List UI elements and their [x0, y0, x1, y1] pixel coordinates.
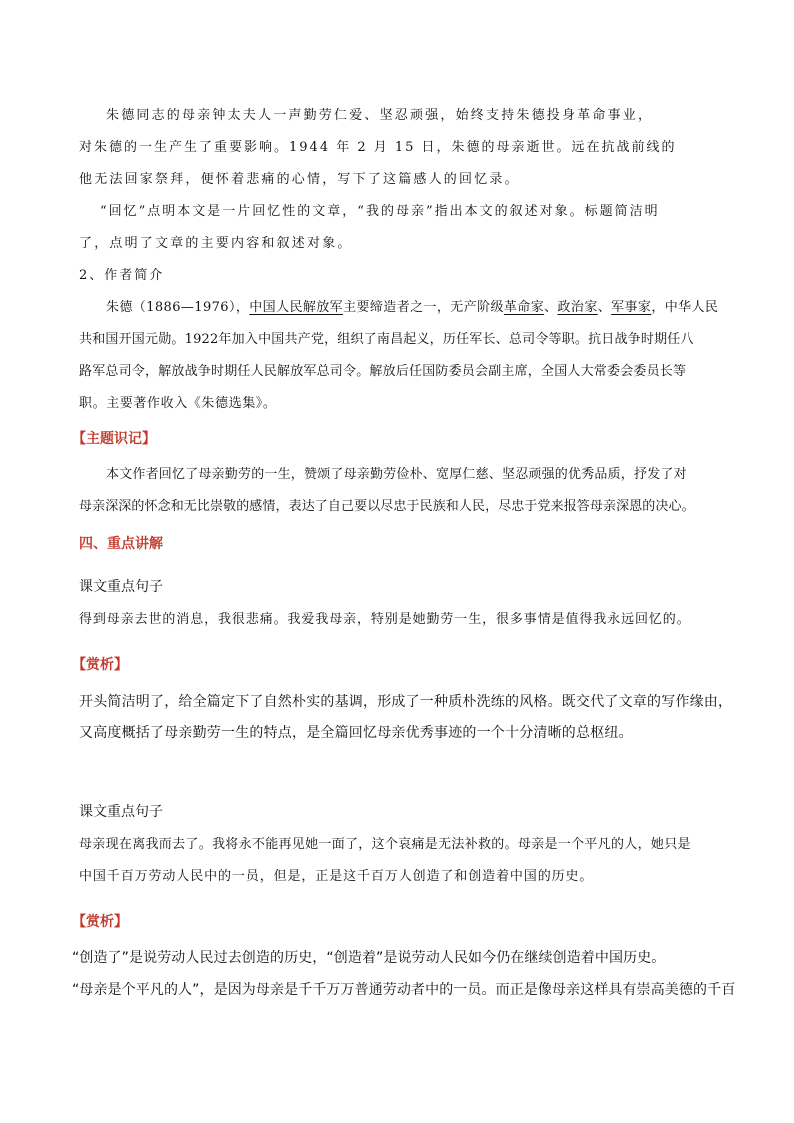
- key1-analysis-heading: 【赏析】: [72, 657, 128, 673]
- author-text-a: 朱德（1886—1976），: [106, 300, 250, 315]
- section-4-heading: 四、重点讲解: [79, 536, 163, 552]
- intro-line-2: 对朱德的一生产生了重要影响。1944 年 2 月 15 日，朱德的母亲逝世。远在抗战前线的: [79, 140, 677, 155]
- key2-sentence-2: 中国千百万劳动人民中的一员，但是，正是这千百万人创造了和创造着中国的历史。: [79, 869, 594, 884]
- theme-heading: 【主题识记】: [72, 431, 156, 447]
- key2-sentence-1: 母亲现在离我而去了。我将永不能再见她一面了，这个哀痛是无法补救的。母亲是一个平凡的人，她只是: [79, 837, 691, 852]
- key2-analysis-2: “母亲是个平凡的人”，是因为母亲是千千万万普通劳动者中的一员。而正是像母亲这样具有崇高美德的千百: [72, 982, 736, 998]
- author-heading: 2、作者简介: [79, 268, 165, 283]
- intro-line-4: “回忆”点明本文是一片回忆性的文章，“我的母亲”指出本文的叙述对象。标题简洁明: [100, 204, 660, 219]
- author-line-2: 共和国开国元勋。1922年加入中国共产党，组织了南昌起义，历任军长、总司令等职。抗日战争时期任八: [79, 332, 694, 347]
- link-pla[interactable]: 中国人民解放军: [249, 300, 344, 315]
- author-line-3: 路军总司令，解放战争时期任人民解放军总司令。解放后任国防委员会副主席，全国人大常委会委员长等: [79, 364, 687, 379]
- theme-line-1: 本文作者回忆了母亲勤劳的一生，赞颂了母亲勤劳俭朴、宽厚仁慈、坚忍顽强的优秀品质，抒发了对: [106, 467, 687, 482]
- author-text-c: 、: [544, 300, 558, 315]
- key1-analysis-2: 又高度概括了母亲勤劳一生的特点，是全篇回忆母亲优秀事迹的一个十分清晰的总枢纽。: [79, 725, 633, 741]
- author-text-e: ，中华人民: [651, 300, 719, 315]
- key1-analysis-1: 开头简洁明了，给全篇定下了自然朴实的基调，形成了一种质朴洗练的风格。既交代了文章的写作缘由，: [79, 694, 733, 710]
- author-text-d: 、: [597, 300, 612, 315]
- link-military[interactable]: 军事家: [611, 300, 652, 315]
- key2-heading: 课文重点句子: [79, 804, 163, 820]
- author-text-b: 主要缔造者之一，无产阶级: [343, 300, 504, 315]
- key1-heading: 课文重点句子: [79, 579, 163, 595]
- intro-line-3: 他无法回家祭拜，便怀着悲痛的心情，写下了这篇感人的回忆录。: [79, 172, 520, 187]
- key1-sentence: 得到母亲去世的消息，我很悲痛。我爱我母亲，特别是她勤劳一生，很多事情是值得我永远回忆的。: [79, 612, 691, 627]
- author-line-4: 职。主要著作收入《朱德选集》。: [79, 396, 277, 411]
- key2-analysis-1: “创造了”是说劳动人民过去创造的历史，“创造着”是说劳动人民如今仍在继续创造着中国历史。: [72, 950, 666, 966]
- author-line-1: [106, 296, 794, 315]
- theme-line-2: 母亲深深的怀念和无比崇敬的感情，表达了自己要以尽忠于民族和人民，尽忠于党来报答母亲深恩的决心。: [79, 499, 695, 514]
- key2-analysis-heading: 【赏析】: [72, 914, 128, 930]
- link-revolutionary[interactable]: 革命家: [503, 300, 545, 315]
- intro-line-1: 朱德同志的母亲钟太夫人一声勤劳仁爱、坚忍顽强，始终支持朱德投身革命事业，: [106, 108, 654, 123]
- link-politician[interactable]: 政治家: [557, 300, 598, 315]
- intro-line-5: 了，点明了文章的主要内容和叙述对象。: [79, 236, 353, 251]
